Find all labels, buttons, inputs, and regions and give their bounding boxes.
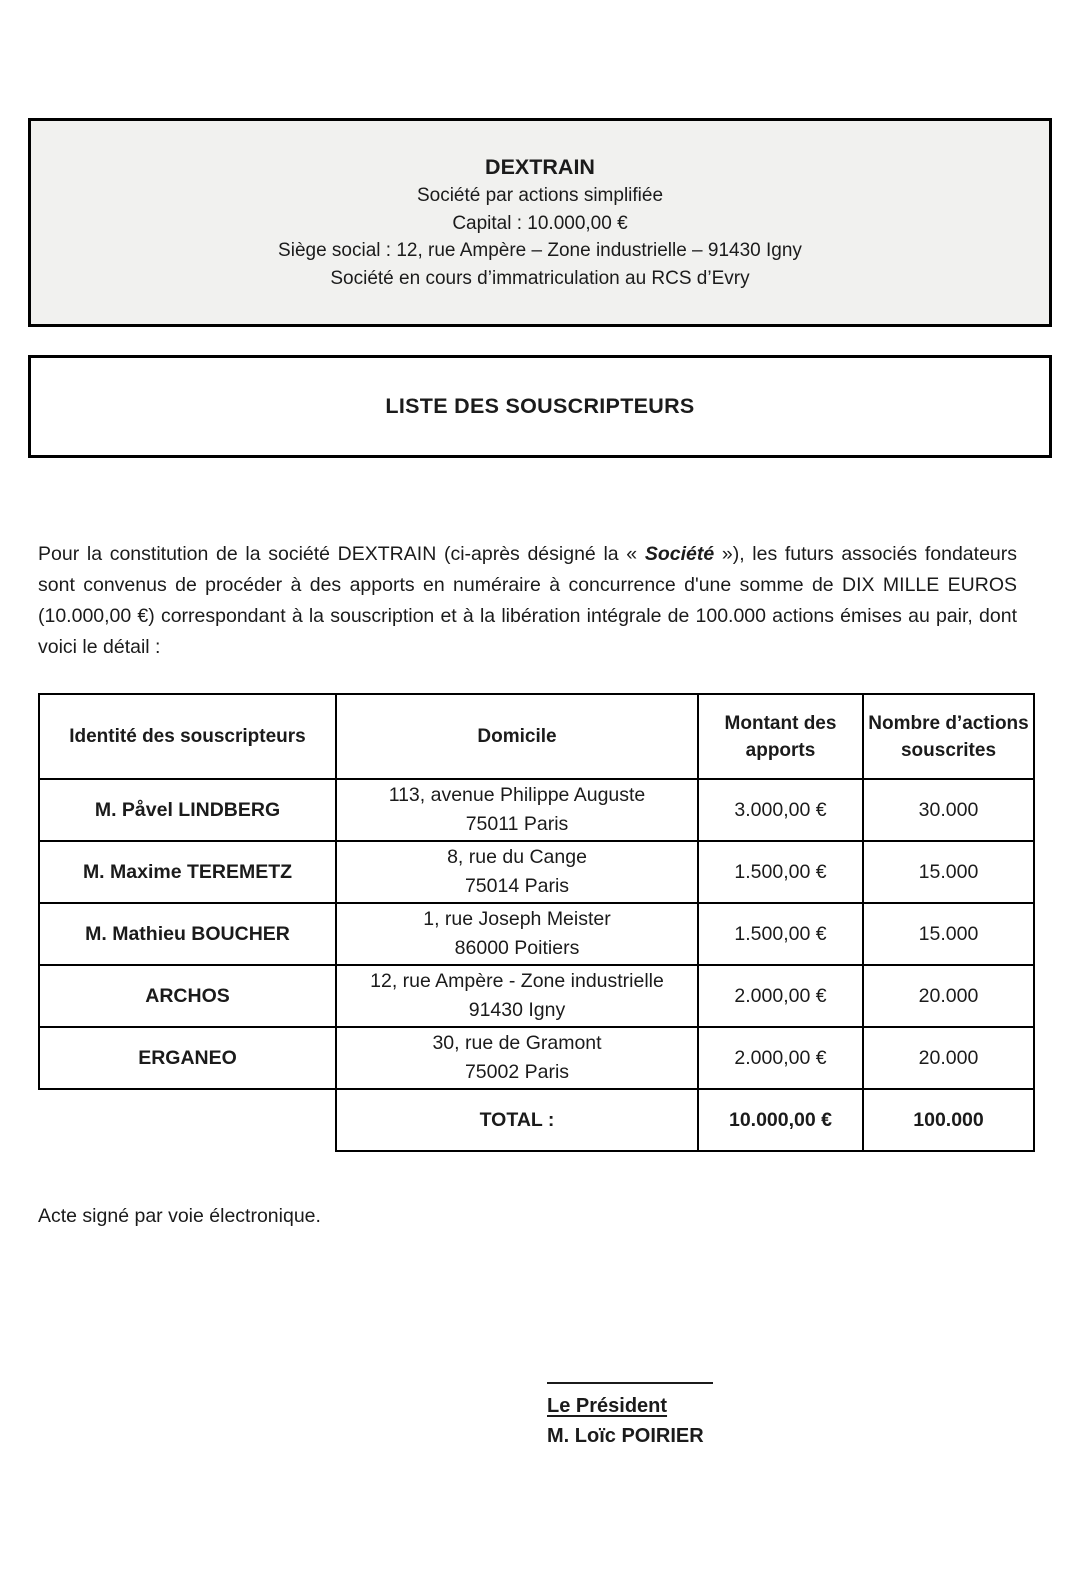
subscriber-identity: M. Mathieu BOUCHER bbox=[39, 903, 336, 965]
company-capital: Capital : 10.000,00 € bbox=[452, 212, 628, 234]
company-address: Siège social : 12, rue Ampère – Zone industrielle – 91430 Igny bbox=[278, 240, 802, 261]
table-header-row bbox=[39, 694, 1034, 779]
intro-text-part2: »), les futurs associés fondateurs sont convenus de procéder à des apports en numéraire à concurrence d'une somme de DIX MILLE EUROS (10.000,00 €) correspondant à la souscription et à la libération intégrale de 100.000 actions émises au pair, dont voici le détail : bbox=[38, 543, 1018, 658]
total-label: TOTAL : bbox=[336, 1089, 698, 1151]
subscriber-amount: 3.000,00 € bbox=[698, 779, 863, 841]
subscriber-shares: 20.000 bbox=[863, 965, 1034, 1027]
document-title-box bbox=[28, 355, 1052, 458]
intro-emphasis-societe: Société bbox=[644, 543, 715, 565]
subscriber-address bbox=[336, 903, 698, 965]
table-row bbox=[39, 903, 1034, 965]
address-line-1: 30, rue de Gramont bbox=[432, 1032, 602, 1054]
subscriber-shares: 20.000 bbox=[863, 1027, 1034, 1089]
table-row bbox=[39, 965, 1034, 1027]
address-line-2: 86000 Poitiers bbox=[454, 937, 580, 959]
table-row bbox=[39, 1027, 1034, 1089]
address-line-1: 1, rue Joseph Meister bbox=[423, 908, 611, 930]
subscriber-identity: M. Påvel LINDBERG bbox=[39, 779, 336, 841]
page-title: LISTE DES SOUSCRIPTEURS bbox=[385, 394, 695, 418]
signer-name: M. Loïc POIRIER bbox=[547, 1425, 704, 1447]
subscriber-shares: 30.000 bbox=[863, 779, 1034, 841]
address-line-1: 12, rue Ampère - Zone industrielle bbox=[370, 970, 664, 992]
address-line-1: 8, rue du Cange bbox=[447, 846, 587, 868]
address-line-2: 75011 Paris bbox=[465, 813, 569, 835]
subscriber-address bbox=[336, 841, 698, 903]
intro-text-part1: Pour la constitution de la société DEXTRAIN (ci-après désigné la « bbox=[38, 543, 645, 565]
subscriber-identity: ERGANEO bbox=[39, 1027, 336, 1089]
total-shares: 100.000 bbox=[863, 1089, 1034, 1151]
total-blank-cell bbox=[39, 1089, 336, 1151]
total-amount: 10.000,00 € bbox=[698, 1089, 863, 1151]
signer-title: Le Président bbox=[547, 1395, 668, 1417]
subscriber-amount: 2.000,00 € bbox=[698, 965, 863, 1027]
subscriber-amount: 1.500,00 € bbox=[698, 903, 863, 965]
table-row bbox=[39, 779, 1034, 841]
col-header-amount: Montant des apports bbox=[698, 694, 863, 779]
subscriber-amount: 2.000,00 € bbox=[698, 1027, 863, 1089]
subscriber-address bbox=[336, 779, 698, 841]
subscriber-identity: ARCHOS bbox=[39, 965, 336, 1027]
address-line-2: 91430 Igny bbox=[468, 999, 566, 1021]
signature-block bbox=[547, 1382, 713, 1451]
address-line-2: 75014 Paris bbox=[464, 875, 570, 897]
table-total-row bbox=[39, 1089, 1034, 1151]
signature-line bbox=[547, 1382, 713, 1384]
subscriber-amount: 1.500,00 € bbox=[698, 841, 863, 903]
address-line-1: 113, avenue Philippe Auguste bbox=[388, 784, 646, 806]
subscriber-shares: 15.000 bbox=[863, 903, 1034, 965]
subscriber-shares: 15.000 bbox=[863, 841, 1034, 903]
company-legal-form: Société par actions simplifiée bbox=[416, 185, 664, 206]
company-name: DEXTRAIN bbox=[485, 155, 595, 179]
subscriber-identity: M. Maxime TEREMETZ bbox=[39, 841, 336, 903]
subscriber-address bbox=[336, 965, 698, 1027]
subscribers-table bbox=[38, 693, 1035, 1152]
intro-paragraph bbox=[38, 539, 1017, 663]
col-header-shares: Nombre d’actions souscrites bbox=[863, 694, 1034, 779]
electronic-signature-note: Acte signé par voie électronique. bbox=[38, 1205, 321, 1227]
address-line-2: 75002 Paris bbox=[464, 1061, 570, 1083]
col-header-domicile: Domicile bbox=[336, 694, 698, 779]
company-registration: Société en cours d’immatriculation au RCS d’Evry bbox=[330, 267, 750, 289]
subscriber-address bbox=[336, 1027, 698, 1089]
col-header-identity: Identité des souscripteurs bbox=[39, 694, 336, 779]
table-row bbox=[39, 841, 1034, 903]
company-header-box bbox=[28, 118, 1052, 327]
